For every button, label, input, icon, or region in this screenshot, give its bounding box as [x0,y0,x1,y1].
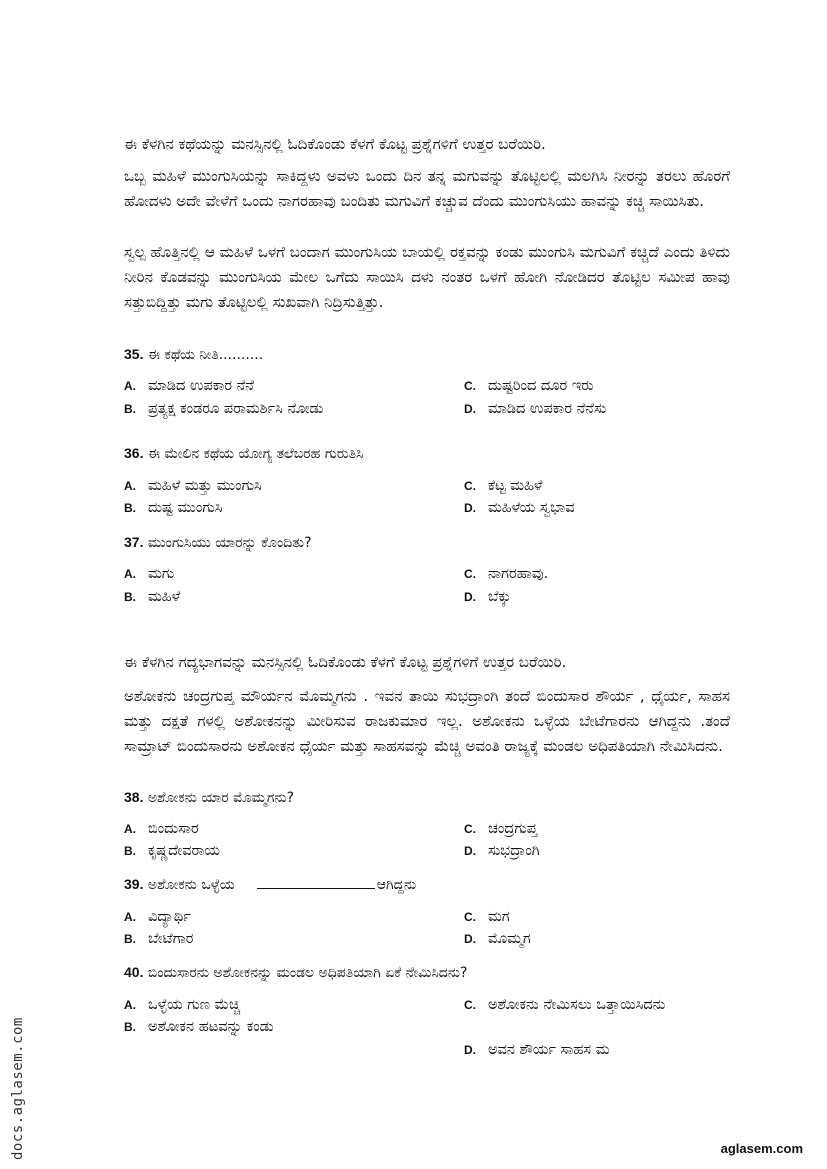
passage1-instruction: ಈ ಕೆಳಗಿನ ಕಥೆಯನ್ನು ಮನಸ್ಸಿನಲ್ಲಿ ಓದಿಕೊಂಡು ಕೆಳಗೆ ಕೊಟ್ಟ ಪ್ರಶ್ನೆಗಳಿಗೆ ಉತ್ತರ ಬರೆಯಿರಿ. [124,135,546,153]
option-39-a[interactable] [124,906,384,928]
footer-site-link[interactable]: aglasem.com [720,1141,803,1156]
option-text: ಬೆಕ್ಕು [488,589,511,605]
question-text: ಮುಂಗುಸಿಯು ಯಾರನ್ನು ಕೊಂದಿತು? [143,535,312,551]
option-letter: C. [464,567,476,581]
option-text: ಚಂದ್ರಗುಪ್ತ [488,821,538,837]
option-text: ಅಶೋಕನು ನೇಮಿಸಲು ಒತ್ತಾಯಿಸಿದನು [488,997,666,1013]
option-35-a[interactable] [124,375,384,397]
option-text: ಮಾಡಿದ ಉಪಕಾರ ನೆನೆಸು [488,401,607,417]
option-36-a[interactable] [124,475,384,497]
option-letter: D. [464,501,476,515]
option-text: ದುಷ್ಟ ಮುಂಗುಸಿ [148,500,223,516]
option-text: ಕೆಟ್ಟ ಮಹಿಳೆ [488,478,543,494]
option-letter: A. [124,567,136,581]
question-37 [124,532,730,553]
option-38-b[interactable] [124,840,384,862]
option-35-b[interactable] [124,398,384,420]
question-text: ಅಶೋಕನು ಯಾರ ಮೊಮ್ಮಗನು? [143,790,295,806]
option-letter: A. [124,379,136,393]
option-36-c[interactable] [464,475,724,497]
question-36 [124,443,730,464]
question-number: 35. [124,346,144,362]
option-letter: B. [124,932,136,946]
option-36-d[interactable] [464,497,724,519]
question-39 [124,874,730,895]
option-38-d[interactable] [464,840,724,862]
option-text: ದುಷ್ಟರಿಂದ ದೂರ ಇರು [488,378,594,394]
option-letter: C. [464,379,476,393]
option-40-c[interactable] [464,994,674,1016]
question-number: 39. [124,876,144,892]
option-text: ಮಗ [488,909,510,925]
option-37-c[interactable] [464,563,724,585]
option-text: ವಿದ್ಯಾರ್ಥಿ [148,909,191,925]
option-38-a[interactable] [124,818,384,840]
question-number: 40. [124,964,144,980]
option-letter: D. [464,844,476,858]
option-letter: B. [124,1020,136,1034]
option-text: ಬೇಟೆಗಾರ [148,931,194,947]
option-letter: C. [464,998,476,1012]
option-36-b[interactable] [124,497,384,519]
question-number: 36. [124,445,144,461]
option-text: ಕೃಷ್ಣದೇವರಾಯ [148,843,220,859]
option-letter: D. [464,402,476,416]
option-text: ಸುಭದ್ರಾಂಗಿ [488,843,540,859]
question-text: ಈ ಕಥೆಯ ನೀತಿ.......... [143,347,264,363]
question-text: ಅಶೋಕನು ಒಳ್ಳೆಯ [143,877,235,893]
option-text: ಮೊಮ್ಮಗ [488,931,531,947]
option-37-d[interactable] [464,586,724,608]
option-letter: B. [124,844,136,858]
passage1-paragraph-2: ಸ್ವಲ್ಪ ಹೊತ್ತಿನಲ್ಲಿ ಆ ಮಹಿಳೆ ಒಳಗೆ ಬಂದಾಗ ಮುಂಗುಸಿಯ ಬಾಯಲ್ಲಿ ರಕ್ತವನ್ನು ಕಂಡು ಮುಂಗುಸಿ ಮಗುವಿಗೆ ಕಚ್ಚಿದೆ ಎಂದು ತಿಳಿದು ನೀರಿನ ಕೊಡವನ್ನು ಮುಂಗುಸಿಯ ಮೇಲ ಒಗೆದು ಸಾಯಿಸಿ ದಳು ನಂತರ ಒಳಗೆ ಹೋಗಿ ನೋಡಿದರ ತೊಟ್ಟಿಲ ಸಮೀಪ ಹಾವು ಸತ್ತುಬಿದ್ದಿತ್ತು ಮಗು ತೊಟ್ಟಿಲಲ್ಲಿ ಸುಖವಾಗಿ ನಿದ್ರಿಸುತ್ತಿತ್ತು. [124,243,730,311]
option-text: ಅವನ ಶೌರ್ಯ ಸಾಹಸ ಮ [488,1042,610,1058]
passage2-paragraph-1: ಅಶೋಕನು ಚಂದ್ರಗುಪ್ತ ಮೌರ್ಯನ ಮೊಮ್ಮಗನು . ಇವನ ತಾಯಿ ಸುಭದ್ರಾಂಗಿ ತಂದೆ ಬಿಂದುಸಾರ ಶೌರ್ಯ , ಧೈರ್ಯ, ಸಾಹಸ ಮತ್ತು ದಕ್ಷತೆ ಗಳಲ್ಲಿ ಅಶೋಕನನ್ನು ಮೀರಿಸುವ ರಾಜಕುಮಾರ ಇಲ್ಲ. ಅಶೋಕನು ಒಳ್ಳೆಯ ಬೇಟೆಗಾರನು ಆಗಿದ್ದನು .ತಂದೆ ಸಾಮ್ರಾಟ್ ಬಿಂದುಸಾರನು ಅಶೋಕನ ಧೈರ್ಯ ಮತ್ತು ಸಾಹಸವನ್ನು ಮೆಚ್ಚಿ ಅವಂತಿ ರಾಜ್ಯಕ್ಕೆ ಮಂಡಲ ಅಧಿಪತಿಯಾಗಿ ನೇಮಿಸಿದನು. [124,687,730,755]
question-text-after: ಆಗಿದ್ದನು [376,877,417,893]
question-38 [124,787,730,808]
passage1-paragraph-1: ಒಬ್ಬ ಮಹಿಳೆ ಮುಂಗುಸಿಯನ್ನು ಸಾಕಿದ್ದಳು ಅವಳು ಒಂದು ದಿನ ತನ್ನ ಮಗುವನ್ನು ತೊಟ್ಟಿಲಲ್ಲಿ ಮಲಗಿಸಿ ನೀರನ್ನು ತರಲು ಹೊರಗೆ ಹೋದಳು ಅದೇ ವೇಳೆಗೆ ಒಂದು ನಾಗರಹಾವು ಬಂದಿತು ಮಗುವಿಗೆ ಕಚ್ಚುವ ದೆಂದು ಮುಂಗುಸಿಯು ಹಾವನ್ನು ಕಚ್ಚಿ ಸಾಯಿಸಿತು. [124,167,730,210]
option-40-a[interactable] [124,994,384,1016]
side-watermark: docs.aglasem.com [10,1017,26,1160]
option-letter: D. [464,590,476,604]
option-letter: B. [124,402,136,416]
option-letter: D. [464,1043,476,1057]
option-letter: C. [464,822,476,836]
option-39-d[interactable] [464,928,724,950]
question-text: ಈ ಮೇಲಿನ ಕಥೆಯ ಯೋಗ್ಯ ತಲೆಬರಹ ಗುರುತಿಸಿ [143,446,364,462]
question-number: 37. [124,534,144,550]
option-35-c[interactable] [464,375,724,397]
option-letter: D. [464,932,476,946]
option-letter: A. [124,479,136,493]
option-40-b[interactable] [124,1016,384,1038]
option-text: ಮಹಿಳೆ [148,589,181,605]
question-number: 38. [124,789,144,805]
question-40 [124,962,730,983]
option-40-d[interactable] [464,1039,724,1061]
option-letter: A. [124,998,136,1012]
option-letter: A. [124,822,136,836]
option-letter: A. [124,910,136,924]
option-letter: B. [124,501,136,515]
option-letter: C. [464,479,476,493]
passage2-instruction: ಈ ಕೆಳಗಿನ ಗದ್ಯಭಾಗವನ್ನು ಮನಸ್ಸಿನಲ್ಲಿ ಓದಿಕೊಂಡು ಕೆಳಗೆ ಕೊಟ್ಟ ಪ್ರಶ್ನೆಗಳಿಗೆ ಉತ್ತರ ಬರೆಯಿರಿ. [124,653,567,671]
option-37-b[interactable] [124,586,384,608]
option-35-d[interactable] [464,398,724,420]
question-text: ಬಿಂದುಸಾರನು ಅಶೋಕನನ್ನು ಮಂಡಲ ಅಧಿಪತಿಯಾಗಿ ಏಕೆ ನೇಮಿಸಿದನು? [143,965,468,981]
option-text: ಮಹಿಳೆ ಮತ್ತು ಮುಂಗುಸಿ [148,478,262,494]
fill-in-blank[interactable] [257,874,375,889]
option-text: ಬಿಂದುಸಾರ [148,821,199,837]
option-39-c[interactable] [464,906,724,928]
option-text: ನಾಗರಹಾವು. [488,566,549,582]
option-39-b[interactable] [124,928,384,950]
question-35 [124,344,730,365]
option-text: ಪ್ರತ್ಯಕ್ಷ ಕಂಡರೂ ಪರಾಮರ್ಶಿಸಿ ನೋಡು [148,401,324,417]
option-letter: B. [124,590,136,604]
option-text: ಅಶೋಕನ ಹಟವನ್ನು ಕಂಡು [148,1019,274,1035]
option-text: ಮಗು [148,566,175,582]
option-text: ಒಳ್ಳೆಯ ಗುಣ ಮೆಚ್ಚಿ [148,997,241,1013]
option-37-a[interactable] [124,563,384,585]
option-text: ಮಾಡಿದ ಉಪಕಾರ ನೆನೆ [148,378,254,394]
option-38-c[interactable] [464,818,724,840]
option-text: ಮಹಿಳೆಯ ಸ್ವಭಾವ [488,500,575,516]
option-letter: C. [464,910,476,924]
